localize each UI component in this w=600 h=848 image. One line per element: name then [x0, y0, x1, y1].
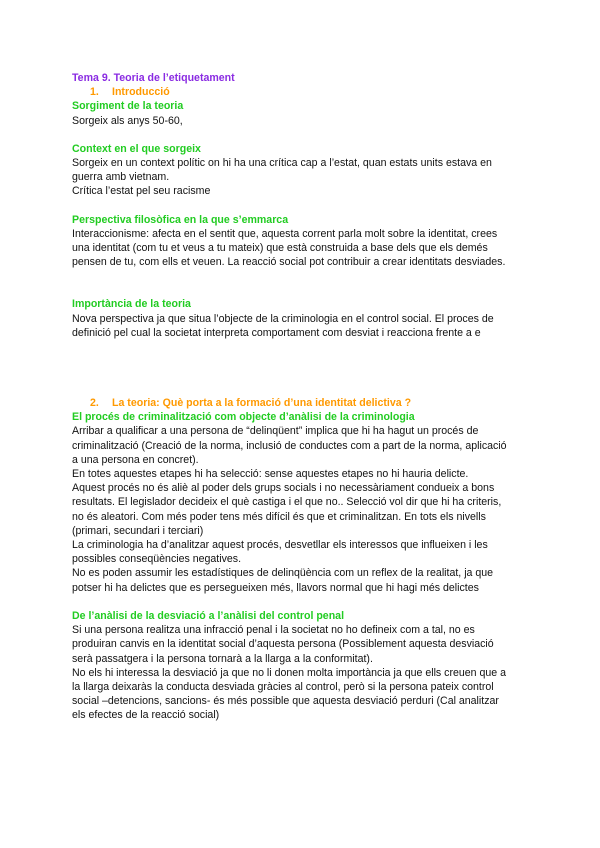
deviation-line: Si una persona realitza una infracció penal i la societat no ho defineix com a tal, no es	[72, 624, 475, 637]
deviation-line: social –detencions, sancions- és més possible que aquesta desviació perduri (Cal analitzar	[72, 695, 499, 708]
criminalization-line: Arribar a qualificar a una persona de “delinqüent” implica que hi ha hagut un procés de	[72, 425, 479, 438]
deviation-line: produiran canvis en la identitat social d’aquesta persona (Possiblement aquesta desviació	[72, 638, 494, 651]
context-line: Sorgeix en un context polític on hi ha una crítica cap a l’estat, quan estats units estava en	[72, 157, 492, 170]
criminalization-line: resultats. El legislador decideix el què castiga i el que no.. Selecció vol dir que hi ha criteris,	[72, 496, 502, 509]
perspective-line: pensen de tu, com ells et veuen. La reacció social pot contribuir a crear identitats desviades.	[72, 256, 506, 269]
criminalization-line: potser hi ha delictes que es persegueixen més, llavors normal que hi hagi més delictes	[72, 581, 479, 594]
section-heading-theory	[72, 396, 524, 410]
criminalization-line: La criminologia ha d’analitzar aquest procés, desvetllar els interessos que influeixen i les	[72, 539, 488, 552]
section-label: Introducció	[112, 86, 170, 99]
origin-text: Sorgeix als anys 50-60,	[72, 114, 183, 127]
document-body	[72, 71, 524, 723]
importance-line: Nova perspectiva ja que situa l’objecte de la criminologia en el control social. El proces de	[72, 312, 494, 325]
importance-heading: Importància de la teoria	[72, 298, 191, 311]
context-line: guerra amb vietnam.	[72, 171, 170, 184]
section-label: La teoria: Què porta a la formació d’una identitat delictiva ?	[112, 397, 412, 410]
spacer	[72, 595, 524, 609]
section-number: 1.	[90, 86, 99, 99]
criminalization-line: Aquest procés no és aliè al poder dels grups socials i no necessàriament condueix a bons	[72, 482, 495, 495]
deviation-line: els efectes de la reacció social)	[72, 709, 220, 722]
perspective-heading: Perspectiva filosòfica en la que s’emmarca	[72, 213, 289, 226]
spacer	[72, 199, 524, 213]
deviation-line: la llarga deixaràs la conducta desviada gràcies al control, però si la persona pateix control	[72, 680, 494, 693]
criminalization-line: En totes aquestes etapes hi ha selecció: sense aquestes etapes no hi hauria delicte.	[72, 468, 469, 481]
document-title: Tema 9. Teoria de l’etiquetament	[72, 72, 235, 84]
criminalization-line: possibles conseqüències negatives.	[72, 553, 242, 566]
context-heading: Context en el que sorgeix	[72, 142, 201, 155]
deviation-line: serà passatgera i la persona tornarà a la llarga a la conformitat).	[72, 652, 373, 665]
origin-heading: Sorgiment de la teoria	[72, 100, 184, 113]
perspective-line: una identitat (com tu et veus a tu mateix) que està construida a base dels que els demés	[72, 242, 488, 255]
deviation-heading: De l’anàlisi de la desviació a l’anàlisi del control penal	[72, 609, 345, 622]
section-number: 2.	[90, 397, 99, 410]
importance-line: definició pel cual la societat interpreta comportament com desviat i reacciona frente a e	[72, 326, 481, 339]
criminalization-line: No es poden assumir les estadístiques de delinqüència com un reflex de la realitat, ja que	[72, 567, 494, 580]
spacer	[72, 128, 524, 142]
criminalization-line: criminalització (Creació de la norma, inclusió de conductes com a part de la norma, aplicació	[72, 439, 507, 452]
criminalization-line: no és aleatori. Com més poder tens més difícil és que et criminalitzan. En tots els nivells	[72, 510, 486, 523]
section-heading-introduction	[72, 85, 524, 99]
spacer	[72, 340, 524, 396]
criminalization-heading: El procés de criminalització com objecte d’anàlisi de la criminologia	[72, 411, 415, 424]
spacer	[72, 269, 524, 297]
deviation-line: No els hi interessa la desviació ja que no li donen molta importància ja que ells creuen que a	[72, 666, 507, 679]
perspective-line: Interaccionisme: afecta en el sentit que, aquesta corrent parla molt sobre la identitat, crees	[72, 227, 498, 240]
context-line: Crítica l’estat pel seu racisme	[72, 185, 211, 198]
criminalization-line: a una persona en concret).	[72, 453, 199, 466]
criminalization-line: (primari, secundari i terciari)	[72, 524, 204, 537]
